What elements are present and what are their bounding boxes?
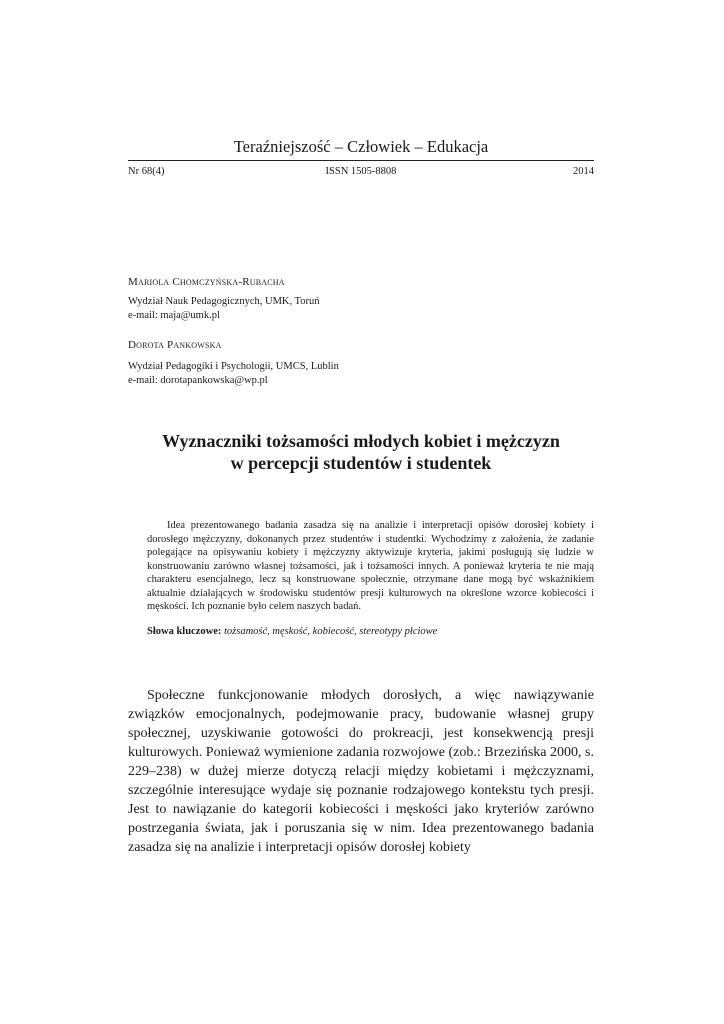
article-title-line: w percepcji studentów i studentek [230, 453, 492, 473]
publication-year: 2014 [573, 166, 594, 177]
abstract [147, 519, 594, 614]
article-title [128, 430, 594, 474]
issue-number: Nr 68(4) [128, 166, 165, 177]
header-rule [128, 160, 594, 161]
body-paragraph: Społeczne funkcjonowanie młodych dorosłych, a więc nawiązywanie związków emocjonalnych, podejmowanie pracy, budowanie własnej grupy społecznej, uzyskiwanie gotowości do prokreacji, jest konsekwencją presji kulturowych. Ponieważ wymienione zadania rozwojowe (zob.: Brzezińska 2000, s. 229–238) w dużej mierze dotyczą relacji między kobietami i mężczyznami, szczególnie interesujące wydaje się poznanie rodzajowego kontekstu tych presji. Jest to nawiązanie do kategorii kobiecości i męskości jako kryteriów zarówno postrzegania świata, jak i poruszania się w nim. Idea prezentowanego badania zasadza się na analizie i interpretacji opisów dorosłej kobiety [128, 688, 594, 855]
author-name: Mariola Chomczyńska-Rubacha [128, 276, 285, 288]
keywords-label: Słowa kluczowe: [147, 626, 222, 637]
author-name: Dorota Pankowska [128, 339, 222, 351]
abstract-text: Idea prezentowanego badania zasadza się na analizie i interpretacji opisów dorosłej kobiety i dorosłego mężczyzny, dokonanych przez studentów i studentki. Wychodzimy z założenia, że zadanie polegające na opisywaniu kobiety i mężczyzny aktywizuje kryteria, jakimi posługują się ludzie w konstruowaniu zarówno własnej tożsamości, jak i tożsamości innych. A ponieważ kryteria te nie mają charakteru esencjalnego, lecz są konstruowane społecznie, otrzymane dane mogą być wskaźnikiem aktualnie działających w środowisku studentów presji kulturowych na określone wzorce kobiecości i męskości. Ich poznanie było celem naszych badań. [147, 520, 594, 612]
body-text [128, 686, 594, 857]
author-affiliation: Wydział Nauk Pedagogicznych, UMK, Toruń [128, 296, 320, 307]
author-email[interactable]: e-mail: maja@umk.pl [128, 310, 220, 321]
author-affiliation: Wydział Pedagogiki i Psychologii, UMCS, Lublin [128, 361, 339, 372]
issn: ISSN 1505-8808 [325, 166, 397, 177]
author-email[interactable]: e-mail: dorotapankowska@wp.pl [128, 375, 268, 386]
journal-title: Teraźniejszość – Człowiek – Edukacja [233, 137, 489, 156]
keywords [147, 626, 594, 637]
keywords-list: tożsamość, męskość, kobiecość, stereotypy płciowe [224, 626, 438, 637]
article-title-line: Wyznaczniki tożsamości młodych kobiet i mężczyzn [162, 431, 560, 451]
